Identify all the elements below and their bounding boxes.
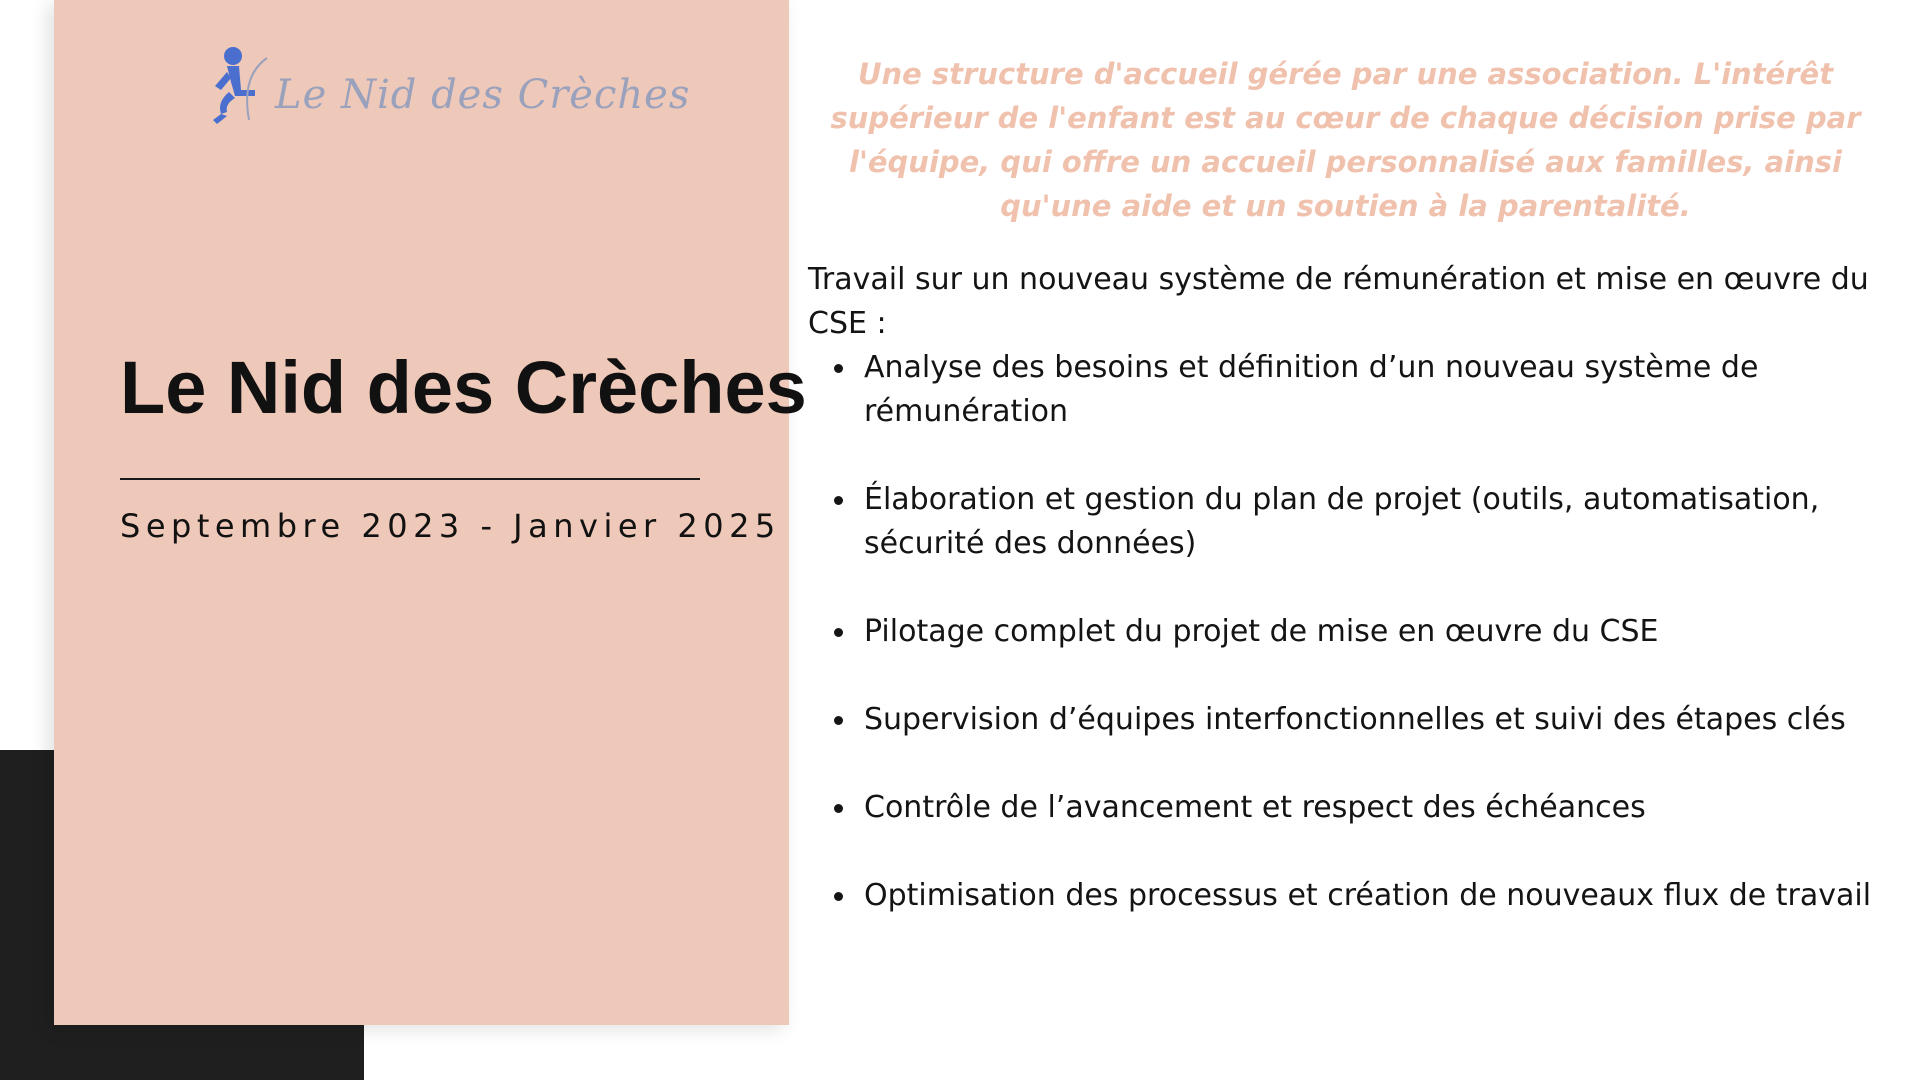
- intro-text: Travail sur un nouveau système de rémunération et mise en œuvre du CSE :: [808, 262, 1869, 341]
- list-item-text: Supervision d’équipes interfonctionnelles et suivi des étapes clés: [864, 702, 1846, 737]
- list-item: [808, 346, 1888, 434]
- list-item: [808, 786, 1888, 830]
- child-figure-icon: [155, 42, 275, 132]
- bullet-icon: [834, 804, 843, 813]
- bullet-icon: [834, 892, 843, 901]
- bullet-icon: [834, 364, 843, 373]
- logo-wordmark: Le Nid des Crèches: [275, 72, 691, 118]
- list-item-text: Analyse des besoins et définition d’un nouveau système de rémunération: [864, 350, 1759, 429]
- bullet-icon: [834, 628, 843, 637]
- list-item: [808, 478, 1888, 566]
- tagline: Une structure d'accueil gérée par une association. L'intérêt supérieur de l'enfant est au cœur de chaque décision prise par l'équipe, qui offre un accueil personnalisé aux familles, ainsi qu'une aide et un soutien à la parentalité.: [830, 57, 1861, 223]
- bullet-icon: [834, 716, 843, 725]
- date-range: Septembre 2023 - Janvier 2025: [120, 507, 781, 545]
- bullet-list: [808, 346, 1888, 962]
- bullet-icon: [834, 496, 843, 505]
- page-title: Le Nid des Crèches: [120, 346, 807, 429]
- list-item: [808, 610, 1888, 654]
- list-item-text: Contrôle de l’avancement et respect des échéances: [864, 790, 1646, 825]
- list-item: [808, 698, 1888, 742]
- title-divider: [120, 478, 700, 480]
- list-item-text: Élaboration et gestion du plan de projet (outils, automatisation, sécurité des données): [864, 482, 1820, 561]
- list-item-text: Pilotage complet du projet de mise en œuvre du CSE: [864, 614, 1659, 649]
- list-item: [808, 874, 1888, 918]
- brand-logo: [155, 42, 691, 132]
- list-item-text: Optimisation des processus et création de nouveaux flux de travail: [864, 878, 1872, 913]
